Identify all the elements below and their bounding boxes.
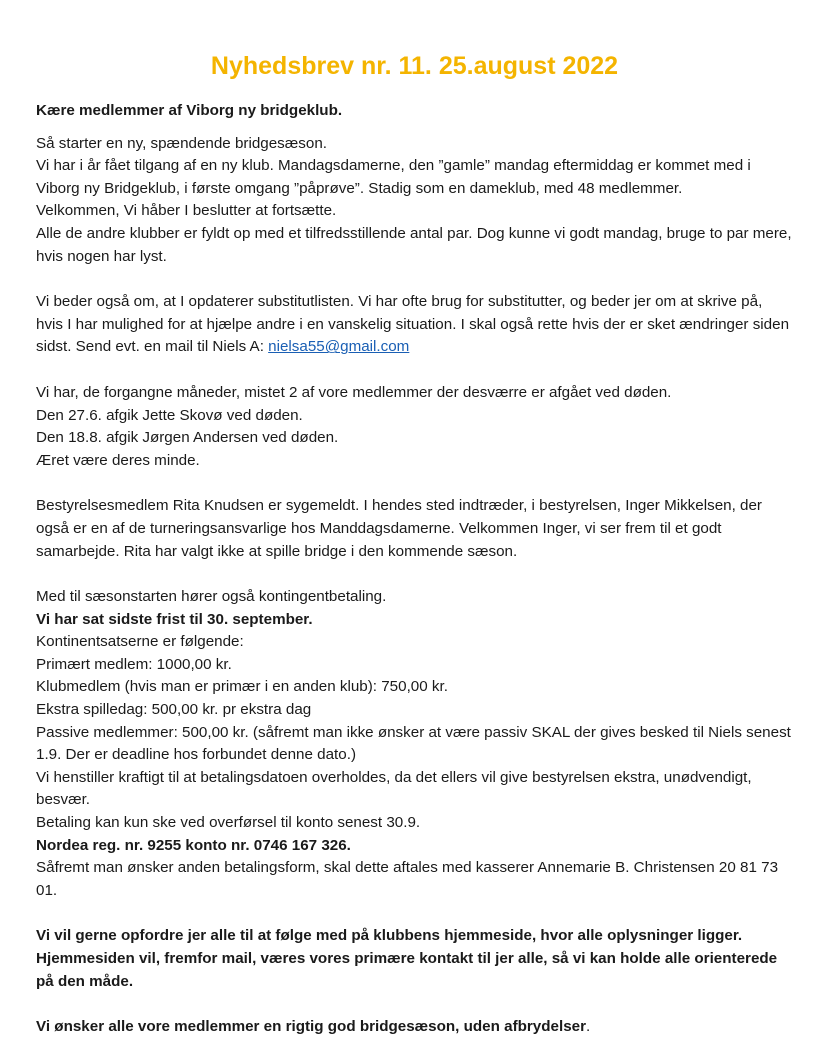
intro-line: Velkommen, Vi håber I beslutter at fortsætte. [36,202,337,220]
rate-club: Klubmedlem (hvis man er primær i en anden klub): 750,00 kr. [36,678,448,696]
memorial-line: Vi har, de forgangne måneder, mistet 2 af vore medlemmer der desværre er afgået ved døden. [36,383,672,401]
greeting: Kære medlemmer af Viborg ny bridgeklub. [36,102,343,119]
memorial-line: Den 18.8. afgik Jørgen Andersen ved døden. [36,429,339,447]
email-link[interactable]: nielsa55@gmail.com [268,338,410,356]
payment-intro: Med til sæsonstarten hører også kontingentbetaling. [36,588,387,606]
rate-extra: Ekstra spilledag: 500,00 kr. pr ekstra dag [36,701,312,719]
rates-heading: Kontinentsatserne er følgende: [36,633,244,651]
closing-period: . [586,1018,591,1036]
payment-transfer: Betaling kan kun ske ved overførsel til konto senest 30.9. [36,814,421,832]
payment-deadline: Vi har sat sidste frist til 30. september. [36,610,313,628]
substitutes-paragraph [36,291,793,359]
payment-appeal: Vi henstiller kraftigt til at betalingsdatoen overholdes, da det ellers vil give bestyrelsen ekstra, unødvendigt, besvær. [36,768,752,809]
closing-text: Vi ønsker alle vore medlemmer en rigtig god bridgesæson, uden afbrydelser [36,1018,587,1036]
rate-primary: Primært medlem: 1000,00 kr. [36,655,232,673]
memorial-line: Æret være deres minde. [36,451,200,469]
substitutes-text: Vi beder også om, at I opdaterer substitutlisten. Vi har ofte brug for substitutter, og beder jer om at skrive på, hvis I har mulighed for at hjælpe andre i en vanskelig situation. I skal også rette hvis der er sket ændringer siden sidst. Send evt. en mail til Niels A: [36,293,790,356]
memorial-section [36,382,793,472]
board-paragraph: Bestyrelsesmedlem Rita Knudsen er sygemeldt. I hendes sted indtræder, i bestyrelsen, Inger Mikkelsen, der også er en af de turneringsansvarlige hos Manddagsdamerne. Velkommen Inger, vi ser frem til et godt samarbejde. Rita har valgt ikke at spille bridge i den kommende sæson. [36,497,762,560]
payment-section [36,586,793,902]
memorial-line: Den 27.6. afgik Jette Skovø ved døden. [36,406,303,424]
newsletter-title: Nyhedsbrev nr. 11. 25.august 2022 [210,52,619,80]
intro-line: Så starter en ny, spændende bridgesæson. [36,134,327,152]
intro-section [36,133,793,269]
bank-account: Nordea reg. nr. 9255 konto nr. 0746 167 326. [36,836,351,854]
intro-line: Alle de andre klubber er fyldt op med et tilfredsstillende antal par. Dog kunne vi godt mandag, bruge to par mere, hvis nogen har lyst. [36,224,792,265]
intro-line: Vi har i år fået tilgang af en ny klub. Mandagsdamerne, den ”gamle” mandag eftermiddag er kommet med i Viborg ny Bridgeklub, i første omgang ”påprøve”. Stadig som en dameklub, med 48 medlemmer. [36,157,751,197]
website-paragraph: Vi vil gerne opfordre jer alle til at følge med på klubbens hjemmeside, hvor alle oplysninger ligger. Hjemmesiden vil, fremfor mail, væres vores primære kontakt til jer alle, så vi kan holde alle orienterede på den måde. [36,927,778,990]
payment-other: Såfremt man ønsker anden betalingsform, skal dette aftales med kasserer Annemarie B. Christensen 20 81 73 01. [36,859,779,899]
closing-paragraph [36,1016,793,1039]
rate-passive: Passive medlemmer: 500,00 kr. (såfremt man ikke ønsker at være passiv SKAL der gives besked til Niels senest 1.9. Der er deadline hos forbundet denne dato.) [36,723,791,764]
